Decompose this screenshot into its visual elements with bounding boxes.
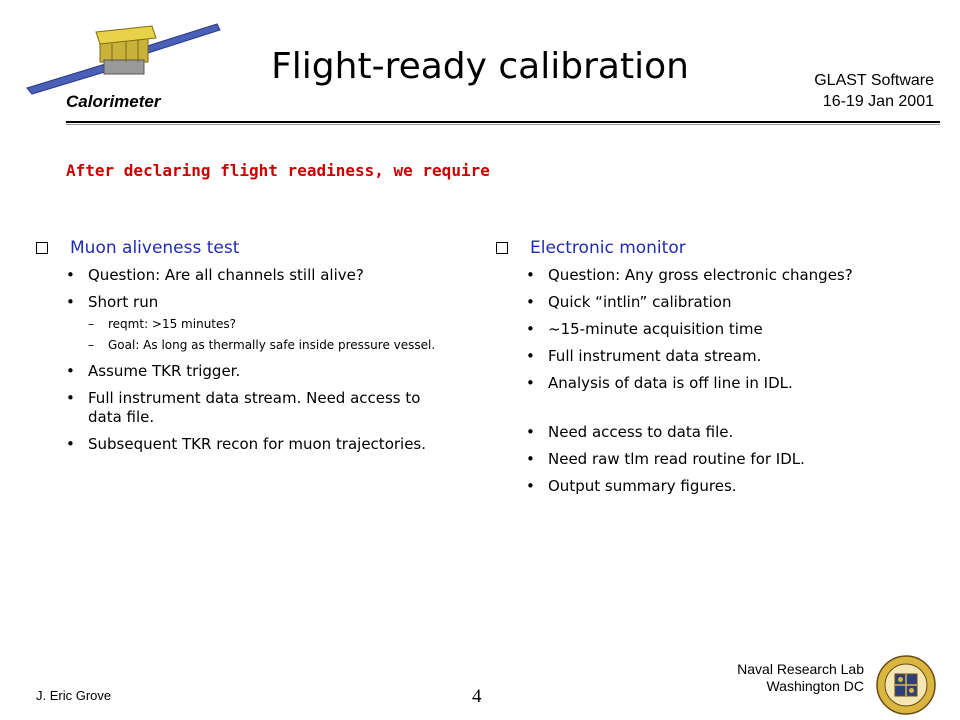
- organization-name: Naval Research Lab: [737, 661, 864, 677]
- list-item-text: Output summary figures.: [548, 477, 737, 495]
- list-item: [66, 362, 436, 381]
- conference-info: [814, 70, 934, 112]
- bullet-icon: •: [526, 266, 535, 284]
- sub-bullet-list: [88, 316, 436, 354]
- list-item-text: Subsequent TKR recon for muon trajectories.: [88, 435, 427, 453]
- list-spacer: [548, 401, 896, 415]
- list-item: [526, 423, 896, 442]
- bullet-icon: •: [66, 389, 75, 407]
- bullet-icon: •: [66, 266, 75, 284]
- left-column: [36, 238, 436, 462]
- author: J. Eric Grove: [36, 688, 112, 703]
- bullet-icon: •: [526, 320, 535, 338]
- intro-text: After declaring flight readiness, we require: [66, 161, 490, 180]
- list-item-text: Quick “intlin” calibration: [548, 293, 732, 311]
- bullet-icon: •: [66, 435, 75, 453]
- list-item-text: Need raw tlm read routine for IDL.: [548, 450, 805, 468]
- bullet-icon: •: [526, 374, 535, 392]
- dash-icon: –: [88, 317, 94, 331]
- header-divider-shadow: [66, 124, 940, 125]
- left-bullet-list: [36, 266, 436, 454]
- bullet-icon: •: [526, 347, 535, 365]
- sub-list-item: [88, 337, 436, 354]
- glast-satellite-logo: [22, 10, 222, 100]
- organization: [737, 661, 864, 695]
- list-item-text: Full instrument data stream.: [548, 347, 762, 365]
- list-item: [66, 389, 436, 427]
- checkbox-bullet-icon: [36, 242, 48, 254]
- sub-list-item-text: Goal: As long as thermally safe inside pressure vessel.: [108, 338, 436, 352]
- bullet-icon: •: [66, 362, 75, 380]
- list-item-text: Need access to data file.: [548, 423, 734, 441]
- sub-list-item: [88, 316, 436, 333]
- right-bullet-list: [496, 266, 896, 496]
- page-number: 4: [472, 686, 482, 707]
- bullet-icon: •: [526, 423, 535, 441]
- list-item: [526, 374, 896, 393]
- left-heading-text: Muon aliveness test: [70, 238, 240, 258]
- header-divider: [66, 121, 940, 123]
- right-heading-text: Electronic monitor: [530, 238, 686, 258]
- right-heading: [496, 238, 896, 258]
- list-item: [526, 293, 896, 312]
- slide-title: Flight-ready calibration: [271, 46, 689, 87]
- sub-list-item-text: reqmt: >15 minutes?: [108, 317, 237, 331]
- list-item: [526, 266, 896, 285]
- list-item-text: Short run: [88, 293, 159, 311]
- list-item: [526, 347, 896, 366]
- conference-name: GLAST Software: [814, 72, 934, 89]
- list-item-text: Question: Any gross electronic changes?: [548, 266, 853, 284]
- bullet-icon: •: [526, 477, 535, 495]
- checkbox-bullet-icon: [496, 242, 508, 254]
- organization-location: Washington DC: [766, 678, 864, 694]
- list-item: [526, 450, 896, 469]
- bullet-icon: •: [526, 450, 535, 468]
- list-item-text: Question: Are all channels still alive?: [88, 266, 364, 284]
- list-item-text: ~15-minute acquisition time: [548, 320, 763, 338]
- right-column: [496, 238, 896, 504]
- left-heading: [36, 238, 436, 258]
- dash-icon: –: [88, 338, 94, 352]
- list-item-text: Full instrument data stream. Need access to data file.: [88, 389, 421, 426]
- list-item: [66, 293, 436, 354]
- nrl-seal-icon: [876, 655, 936, 715]
- list-item: [526, 477, 896, 496]
- group-label: Calorimeter: [66, 92, 161, 111]
- list-item-text: Assume TKR trigger.: [88, 362, 241, 380]
- list-item-text: Analysis of data is off line in IDL.: [548, 374, 793, 392]
- bullet-icon: •: [526, 293, 535, 311]
- list-item: [66, 435, 436, 454]
- conference-date: 16-19 Jan 2001: [822, 93, 934, 110]
- list-item: [66, 266, 436, 285]
- bullet-icon: •: [66, 293, 75, 311]
- list-item: [526, 320, 896, 339]
